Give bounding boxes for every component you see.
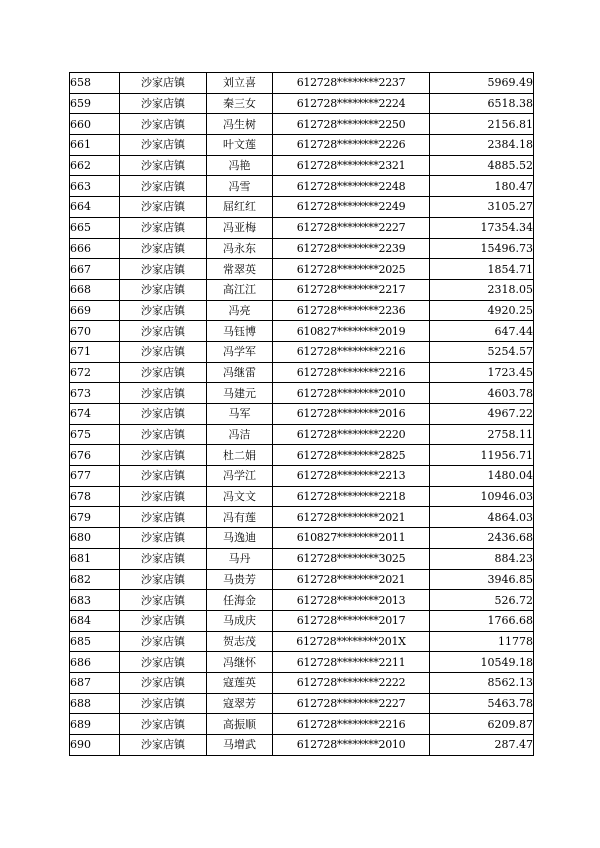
row-number-cell: 686 xyxy=(70,652,120,673)
town-name-cell: 沙家店镇 xyxy=(120,466,207,487)
row-number-cell: 684 xyxy=(70,610,120,631)
amount-cell: 15496.73 xyxy=(430,238,534,259)
person-name-cell: 马军 xyxy=(207,404,273,425)
table-row xyxy=(70,383,534,404)
row-number-cell: 688 xyxy=(70,693,120,714)
table-row xyxy=(70,114,534,135)
amount-cell: 11956.71 xyxy=(430,445,534,466)
amount-cell: 287.47 xyxy=(430,735,534,756)
row-number-cell: 679 xyxy=(70,507,120,528)
person-name-cell: 马贵芳 xyxy=(207,569,273,590)
id-number-cell: 612728********2250 xyxy=(273,114,430,135)
amount-cell: 1480.04 xyxy=(430,466,534,487)
table-row xyxy=(70,693,534,714)
row-number-cell: 667 xyxy=(70,259,120,280)
row-number-cell: 675 xyxy=(70,424,120,445)
person-name-cell: 叶文莲 xyxy=(207,135,273,156)
person-name-cell: 马成庆 xyxy=(207,610,273,631)
amount-cell: 2318.05 xyxy=(430,279,534,300)
person-name-cell: 常翠英 xyxy=(207,259,273,280)
amount-cell: 3105.27 xyxy=(430,197,534,218)
amount-cell: 1766.68 xyxy=(430,610,534,631)
table-row xyxy=(70,631,534,652)
table-row xyxy=(70,135,534,156)
row-number-cell: 681 xyxy=(70,548,120,569)
person-name-cell: 冯有莲 xyxy=(207,507,273,528)
id-number-cell: 612728********2013 xyxy=(273,590,430,611)
id-number-cell: 612728********201X xyxy=(273,631,430,652)
id-number-cell: 612728********2017 xyxy=(273,610,430,631)
id-number-cell: 612728********2016 xyxy=(273,404,430,425)
person-name-cell: 冯艳 xyxy=(207,155,273,176)
town-name-cell: 沙家店镇 xyxy=(120,238,207,259)
id-number-cell: 610827********2019 xyxy=(273,321,430,342)
amount-cell: 180.47 xyxy=(430,176,534,197)
row-number-cell: 673 xyxy=(70,383,120,404)
id-number-cell: 612728********2010 xyxy=(273,383,430,404)
table-row xyxy=(70,176,534,197)
town-name-cell: 沙家店镇 xyxy=(120,404,207,425)
person-name-cell: 冯亮 xyxy=(207,300,273,321)
town-name-cell: 沙家店镇 xyxy=(120,135,207,156)
town-name-cell: 沙家店镇 xyxy=(120,590,207,611)
row-number-cell: 676 xyxy=(70,445,120,466)
town-name-cell: 沙家店镇 xyxy=(120,693,207,714)
table-row xyxy=(70,610,534,631)
town-name-cell: 沙家店镇 xyxy=(120,610,207,631)
table-row xyxy=(70,486,534,507)
id-number-cell: 612728********2211 xyxy=(273,652,430,673)
row-number-cell: 672 xyxy=(70,362,120,383)
person-name-cell: 屈红红 xyxy=(207,197,273,218)
amount-cell: 5969.49 xyxy=(430,73,534,94)
row-number-cell: 678 xyxy=(70,486,120,507)
person-name-cell: 冯文文 xyxy=(207,486,273,507)
person-name-cell: 刘立喜 xyxy=(207,73,273,94)
town-name-cell: 沙家店镇 xyxy=(120,341,207,362)
row-number-cell: 682 xyxy=(70,569,120,590)
table-row xyxy=(70,735,534,756)
row-number-cell: 659 xyxy=(70,93,120,114)
id-number-cell: 612728********2216 xyxy=(273,341,430,362)
id-number-cell: 612728********2217 xyxy=(273,279,430,300)
person-name-cell: 高振顺 xyxy=(207,714,273,735)
table-row xyxy=(70,321,534,342)
amount-cell: 17354.34 xyxy=(430,217,534,238)
row-number-cell: 689 xyxy=(70,714,120,735)
id-number-cell: 612728********2825 xyxy=(273,445,430,466)
table-row xyxy=(70,507,534,528)
person-name-cell: 冯继雷 xyxy=(207,362,273,383)
amount-cell: 1854.71 xyxy=(430,259,534,280)
table-row xyxy=(70,93,534,114)
person-name-cell: 马钰博 xyxy=(207,321,273,342)
table-row xyxy=(70,362,534,383)
id-number-cell: 612728********2224 xyxy=(273,93,430,114)
table-row xyxy=(70,197,534,218)
id-number-cell: 612728********2248 xyxy=(273,176,430,197)
table-row xyxy=(70,341,534,362)
id-number-cell: 612728********2010 xyxy=(273,735,430,756)
table-row xyxy=(70,300,534,321)
id-number-cell: 612728********2025 xyxy=(273,259,430,280)
table-row xyxy=(70,672,534,693)
row-number-cell: 669 xyxy=(70,300,120,321)
row-number-cell: 664 xyxy=(70,197,120,218)
id-number-cell: 612728********2239 xyxy=(273,238,430,259)
town-name-cell: 沙家店镇 xyxy=(120,672,207,693)
amount-cell: 1723.45 xyxy=(430,362,534,383)
table-row xyxy=(70,714,534,735)
table-row xyxy=(70,528,534,549)
amount-cell: 2384.18 xyxy=(430,135,534,156)
id-number-cell: 612728********2021 xyxy=(273,507,430,528)
table-row xyxy=(70,404,534,425)
person-name-cell: 秦三女 xyxy=(207,93,273,114)
amount-cell: 4603.78 xyxy=(430,383,534,404)
town-name-cell: 沙家店镇 xyxy=(120,321,207,342)
id-number-cell: 612728********2222 xyxy=(273,672,430,693)
town-name-cell: 沙家店镇 xyxy=(120,507,207,528)
amount-cell: 4920.25 xyxy=(430,300,534,321)
records-body xyxy=(70,73,534,756)
row-number-cell: 685 xyxy=(70,631,120,652)
amount-cell: 2758.11 xyxy=(430,424,534,445)
person-name-cell: 寇翠芳 xyxy=(207,693,273,714)
person-name-cell: 马建元 xyxy=(207,383,273,404)
town-name-cell: 沙家店镇 xyxy=(120,445,207,466)
amount-cell: 4864.03 xyxy=(430,507,534,528)
person-name-cell: 冯生树 xyxy=(207,114,273,135)
id-number-cell: 612728********2237 xyxy=(273,73,430,94)
town-name-cell: 沙家店镇 xyxy=(120,259,207,280)
amount-cell: 10946.03 xyxy=(430,486,534,507)
table-row xyxy=(70,569,534,590)
amount-cell: 6209.87 xyxy=(430,714,534,735)
amount-cell: 10549.18 xyxy=(430,652,534,673)
table-row xyxy=(70,424,534,445)
id-number-cell: 612728********2227 xyxy=(273,217,430,238)
person-name-cell: 马增武 xyxy=(207,735,273,756)
amount-cell: 2156.81 xyxy=(430,114,534,135)
town-name-cell: 沙家店镇 xyxy=(120,197,207,218)
town-name-cell: 沙家店镇 xyxy=(120,631,207,652)
town-name-cell: 沙家店镇 xyxy=(120,528,207,549)
amount-cell: 2436.68 xyxy=(430,528,534,549)
row-number-cell: 658 xyxy=(70,73,120,94)
row-number-cell: 674 xyxy=(70,404,120,425)
table-row xyxy=(70,445,534,466)
table-row xyxy=(70,466,534,487)
id-number-cell: 612728********2226 xyxy=(273,135,430,156)
town-name-cell: 沙家店镇 xyxy=(120,300,207,321)
id-number-cell: 610827********2011 xyxy=(273,528,430,549)
person-name-cell: 冯学江 xyxy=(207,466,273,487)
amount-cell: 5254.57 xyxy=(430,341,534,362)
table-row xyxy=(70,217,534,238)
id-number-cell: 612728********3025 xyxy=(273,548,430,569)
town-name-cell: 沙家店镇 xyxy=(120,735,207,756)
town-name-cell: 沙家店镇 xyxy=(120,176,207,197)
amount-cell: 526.72 xyxy=(430,590,534,611)
town-name-cell: 沙家店镇 xyxy=(120,383,207,404)
amount-cell: 4967.22 xyxy=(430,404,534,425)
row-number-cell: 665 xyxy=(70,217,120,238)
table-row xyxy=(70,155,534,176)
person-name-cell: 贺志茂 xyxy=(207,631,273,652)
town-name-cell: 沙家店镇 xyxy=(120,548,207,569)
row-number-cell: 666 xyxy=(70,238,120,259)
id-number-cell: 612728********2216 xyxy=(273,714,430,735)
amount-cell: 6518.38 xyxy=(430,93,534,114)
amount-cell: 11778 xyxy=(430,631,534,652)
town-name-cell: 沙家店镇 xyxy=(120,217,207,238)
table-row xyxy=(70,238,534,259)
person-name-cell: 马逸迪 xyxy=(207,528,273,549)
row-number-cell: 668 xyxy=(70,279,120,300)
amount-cell: 5463.78 xyxy=(430,693,534,714)
id-number-cell: 612728********2220 xyxy=(273,424,430,445)
table-row xyxy=(70,548,534,569)
town-name-cell: 沙家店镇 xyxy=(120,652,207,673)
amount-cell: 4885.52 xyxy=(430,155,534,176)
table-row xyxy=(70,259,534,280)
row-number-cell: 683 xyxy=(70,590,120,611)
person-name-cell: 冯学军 xyxy=(207,341,273,362)
id-number-cell: 612728********2216 xyxy=(273,362,430,383)
row-number-cell: 661 xyxy=(70,135,120,156)
town-name-cell: 沙家店镇 xyxy=(120,362,207,383)
id-number-cell: 612728********2249 xyxy=(273,197,430,218)
person-name-cell: 冯雪 xyxy=(207,176,273,197)
id-number-cell: 612728********2227 xyxy=(273,693,430,714)
row-number-cell: 677 xyxy=(70,466,120,487)
person-name-cell: 冯永东 xyxy=(207,238,273,259)
town-name-cell: 沙家店镇 xyxy=(120,114,207,135)
row-number-cell: 687 xyxy=(70,672,120,693)
id-number-cell: 612728********2218 xyxy=(273,486,430,507)
table-row xyxy=(70,73,534,94)
town-name-cell: 沙家店镇 xyxy=(120,73,207,94)
town-name-cell: 沙家店镇 xyxy=(120,155,207,176)
person-name-cell: 杜二娟 xyxy=(207,445,273,466)
person-name-cell: 高江江 xyxy=(207,279,273,300)
id-number-cell: 612728********2236 xyxy=(273,300,430,321)
row-number-cell: 670 xyxy=(70,321,120,342)
table-row xyxy=(70,652,534,673)
town-name-cell: 沙家店镇 xyxy=(120,569,207,590)
town-name-cell: 沙家店镇 xyxy=(120,424,207,445)
town-name-cell: 沙家店镇 xyxy=(120,279,207,300)
row-number-cell: 680 xyxy=(70,528,120,549)
person-name-cell: 冯洁 xyxy=(207,424,273,445)
row-number-cell: 690 xyxy=(70,735,120,756)
id-number-cell: 612728********2213 xyxy=(273,466,430,487)
table-row xyxy=(70,279,534,300)
town-name-cell: 沙家店镇 xyxy=(120,93,207,114)
amount-cell: 8562.13 xyxy=(430,672,534,693)
person-name-cell: 冯继怀 xyxy=(207,652,273,673)
id-number-cell: 612728********2321 xyxy=(273,155,430,176)
records-table xyxy=(69,72,534,756)
person-name-cell: 马丹 xyxy=(207,548,273,569)
town-name-cell: 沙家店镇 xyxy=(120,714,207,735)
row-number-cell: 671 xyxy=(70,341,120,362)
table-row xyxy=(70,590,534,611)
amount-cell: 647.44 xyxy=(430,321,534,342)
amount-cell: 884.23 xyxy=(430,548,534,569)
town-name-cell: 沙家店镇 xyxy=(120,486,207,507)
person-name-cell: 寇莲英 xyxy=(207,672,273,693)
row-number-cell: 663 xyxy=(70,176,120,197)
id-number-cell: 612728********2021 xyxy=(273,569,430,590)
amount-cell: 3946.85 xyxy=(430,569,534,590)
row-number-cell: 662 xyxy=(70,155,120,176)
person-name-cell: 任海金 xyxy=(207,590,273,611)
row-number-cell: 660 xyxy=(70,114,120,135)
person-name-cell: 冯亚梅 xyxy=(207,217,273,238)
